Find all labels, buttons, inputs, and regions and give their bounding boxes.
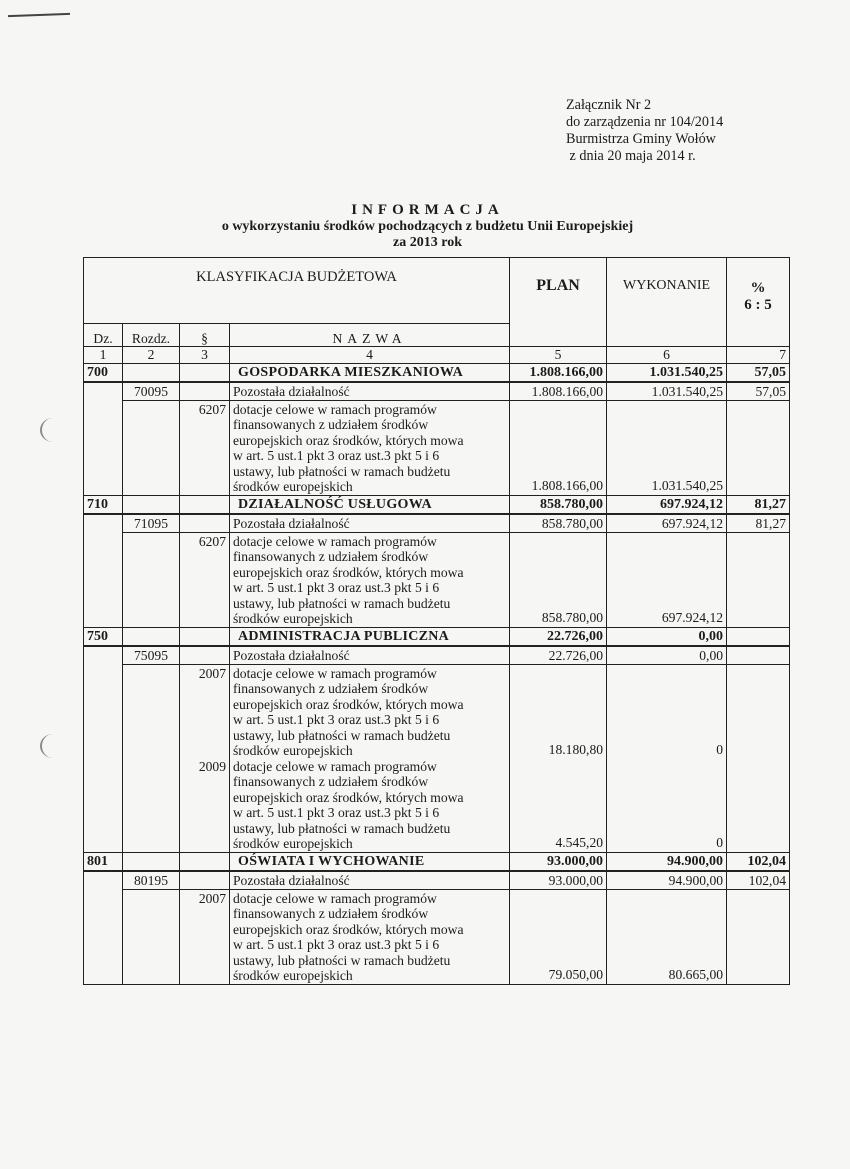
spacer-line <box>183 728 226 744</box>
description-line: dotacje celowe w ramach programów <box>233 758 437 774</box>
chapter-name: Pozostała działalność <box>230 382 510 401</box>
division-execution: 94.900,00 <box>607 852 727 871</box>
paragraph-plan: 1.808.166,00 <box>531 478 604 493</box>
spacer-line <box>610 533 723 549</box>
paragraph-execution: 0 <box>716 835 724 850</box>
col-number: 4 <box>230 347 510 364</box>
description-line: finansowanych z udziałem środków <box>233 774 429 789</box>
spacer-line <box>513 416 603 432</box>
empty-cell <box>123 889 180 984</box>
spacer-line <box>610 696 723 712</box>
division-percent: 81,27 <box>727 495 790 514</box>
paragraph-row <box>84 889 790 984</box>
spacer-line <box>610 711 723 727</box>
spacer-line <box>183 596 226 612</box>
empty-cell <box>123 400 180 495</box>
classification-header: KLASYFIKACJA BUDŻETOWA <box>84 258 510 324</box>
spacer-line <box>183 580 226 596</box>
spacer-line <box>183 821 226 837</box>
description-line: finansowanych z udziałem środków <box>233 549 429 564</box>
paragraph-plan-values <box>510 889 607 984</box>
spacer-line <box>183 906 226 922</box>
spacer-line <box>610 952 723 968</box>
paragraph-plan: 4.545,20 <box>555 835 604 850</box>
spacer-line <box>183 417 226 433</box>
spacer-line <box>610 804 723 820</box>
paragraph-code: 6207 <box>198 401 226 417</box>
paragraph-execution: 0 <box>716 742 724 757</box>
chapter-plan: 1.808.166,00 <box>510 382 607 401</box>
spacer-line <box>513 952 603 968</box>
spacer-line <box>183 549 226 565</box>
chapter-row <box>84 871 790 890</box>
division-row <box>84 852 790 871</box>
chapter-execution: 697.924,12 <box>607 514 727 533</box>
chapter-name: Pozostała działalność <box>230 514 510 533</box>
division-row <box>84 363 790 382</box>
empty-cell <box>180 514 230 533</box>
division-code: 710 <box>84 495 123 514</box>
division-plan: 22.726,00 <box>510 627 607 646</box>
description-line: w art. 5 ust.1 pkt 3 oraz ust.3 pkt 5 i 6 <box>233 580 440 595</box>
chapter-execution: 0,00 <box>607 646 727 665</box>
division-code: 801 <box>84 852 123 871</box>
empty-cell <box>180 363 230 382</box>
spacer-line <box>610 548 723 564</box>
spacer-line <box>610 432 723 448</box>
paragraph-code: 2007 <box>198 890 226 906</box>
description-line: dotacje celowe w ramach programów <box>233 533 437 549</box>
spacer-line <box>183 433 226 449</box>
division-row <box>84 627 790 646</box>
paragraph-execution-values <box>607 532 727 627</box>
division-execution: 697.924,12 <box>607 495 727 514</box>
paragraph-code: 6207 <box>198 533 226 549</box>
empty-cell <box>727 400 790 495</box>
empty-cell <box>84 514 123 628</box>
paragraph-execution-values <box>607 400 727 495</box>
spacer-line <box>183 743 226 759</box>
chapter-code: 80195 <box>123 871 180 890</box>
description-line: europejskich oraz środków, których mowa <box>233 921 464 937</box>
spacer-line <box>610 416 723 432</box>
empty-cell <box>180 627 230 646</box>
paragraph-codes <box>180 664 230 852</box>
chapter-code: 71095 <box>123 514 180 533</box>
empty-cell <box>727 889 790 984</box>
document-title-block <box>100 202 755 251</box>
description-line: w art. 5 ust.1 pkt 3 oraz ust.3 pkt 5 i 6 <box>233 712 440 727</box>
empty-cell <box>123 627 180 646</box>
empty-cell <box>123 664 180 852</box>
spacer-line <box>513 936 603 952</box>
spacer-line <box>183 790 226 806</box>
budget-table <box>83 257 790 985</box>
spacer-line <box>610 820 723 836</box>
empty-cell <box>123 495 180 514</box>
division-code: 750 <box>84 627 123 646</box>
division-execution: 0,00 <box>607 627 727 646</box>
annex-line: Burmistrza Gminy Wołów <box>566 131 716 147</box>
spacer-line <box>183 968 226 984</box>
description-line: europejskich oraz środków, których mowa <box>233 432 464 448</box>
paragraph-plan: 858.780,00 <box>541 610 604 625</box>
description-line: ustawy, lub płatności w ramach budżetu <box>233 820 451 836</box>
spacer-line <box>513 463 603 479</box>
division-percent: 102,04 <box>727 852 790 871</box>
spacer-line <box>513 820 603 836</box>
paragraph-row <box>84 664 790 852</box>
spacer-line <box>513 564 603 580</box>
description-line: ustawy, lub płatności w ramach budżetu <box>233 463 451 479</box>
empty-cell <box>123 852 180 871</box>
division-plan: 1.808.166,00 <box>510 363 607 382</box>
division-execution: 1.031.540,25 <box>607 363 727 382</box>
chapter-execution: 94.900,00 <box>607 871 727 890</box>
division-percent <box>727 627 790 646</box>
chapter-plan: 93.000,00 <box>510 871 607 890</box>
division-plan: 93.000,00 <box>510 852 607 871</box>
spacer-line <box>513 447 603 463</box>
spacer-line <box>610 463 723 479</box>
spacer-line <box>513 921 603 937</box>
paragraph-execution: 697.924,12 <box>661 610 724 625</box>
description-line: ustawy, lub płatności w ramach budżetu <box>233 595 451 611</box>
description-line: europejskich oraz środków, których mowa <box>233 696 464 712</box>
description-line: w art. 5 ust.1 pkt 3 oraz ust.3 pkt 5 i 6 <box>233 937 440 952</box>
division-name: GOSPODARKA MIESZKANIOWA <box>230 363 510 382</box>
spacer-line <box>183 836 226 852</box>
division-name: DZIAŁALNOŚĆ USŁUGOWA <box>230 495 510 514</box>
spacer-line <box>610 905 723 921</box>
spacer-line <box>610 773 723 789</box>
dz-header: Dz. <box>84 324 123 347</box>
spacer-line <box>513 548 603 564</box>
spacer-line <box>183 479 226 495</box>
description-line: dotacje celowe w ramach programów <box>233 890 437 906</box>
chapter-execution: 1.031.540,25 <box>607 382 727 401</box>
spacer-line <box>610 936 723 952</box>
spacer-line <box>513 789 603 805</box>
paragraph-row <box>84 532 790 627</box>
budget-table-body <box>84 258 790 985</box>
paragraph-header: § <box>180 324 230 347</box>
spacer-line <box>610 680 723 696</box>
paragraph-execution-values <box>607 664 727 852</box>
spacer-line <box>610 595 723 611</box>
col-number: 7 <box>727 347 790 364</box>
spacer-line <box>513 890 603 906</box>
spacer-line <box>183 805 226 821</box>
chapter-name: Pozostała działalność <box>230 646 510 665</box>
spacer-line <box>183 697 226 713</box>
header-row <box>84 258 790 324</box>
spacer-line <box>610 921 723 937</box>
division-code: 700 <box>84 363 123 382</box>
paragraph-code: 2009 <box>198 758 226 774</box>
punch-hole-mark <box>40 734 66 758</box>
paragraph-plan: 79.050,00 <box>548 967 604 982</box>
col-number: 2 <box>123 347 180 364</box>
paragraph-execution: 80.665,00 <box>668 967 724 982</box>
spacer-line <box>183 681 226 697</box>
spacer-line <box>610 401 723 417</box>
spacer-line <box>610 579 723 595</box>
description-line: ustawy, lub płatności w ramach budżetu <box>233 952 451 968</box>
empty-cell <box>84 871 123 985</box>
plan-header: PLAN <box>510 258 607 347</box>
col-number: 6 <box>607 347 727 364</box>
description-line: środków europejskich <box>233 836 353 851</box>
spacer-line <box>513 727 603 743</box>
spacer-line <box>183 937 226 953</box>
paragraph-descriptions <box>230 400 510 495</box>
empty-cell <box>727 532 790 627</box>
annex-line: Załącznik Nr 2 <box>566 97 652 113</box>
chapter-row <box>84 514 790 533</box>
spacer-line <box>610 727 723 743</box>
spacer-line <box>183 464 226 480</box>
chapter-row <box>84 646 790 665</box>
empty-cell <box>123 363 180 382</box>
description-line: finansowanych z udziałem środków <box>233 417 429 432</box>
col-number: 3 <box>180 347 230 364</box>
percent-sign: % <box>750 280 766 296</box>
chapter-row <box>84 382 790 401</box>
spacer-line <box>183 611 226 627</box>
rozdz-header: Rozdz. <box>123 324 180 347</box>
empty-cell <box>84 382 123 496</box>
spacer-line <box>513 804 603 820</box>
division-percent: 57,05 <box>727 363 790 382</box>
spacer-line <box>183 953 226 969</box>
paragraph-codes <box>180 532 230 627</box>
paragraph-plan: 18.180,80 <box>548 742 604 757</box>
paragraph-codes <box>180 889 230 984</box>
percent-ratio: 6 : 5 <box>744 297 772 313</box>
empty-cell <box>84 646 123 853</box>
col-number: 5 <box>510 347 607 364</box>
empty-cell <box>180 382 230 401</box>
empty-cell <box>123 532 180 627</box>
paragraph-descriptions <box>230 664 510 852</box>
empty-cell <box>180 495 230 514</box>
division-plan: 858.780,00 <box>510 495 607 514</box>
percent-header <box>727 258 790 347</box>
spacer-line <box>610 447 723 463</box>
spacer-line <box>513 401 603 417</box>
spacer-line <box>610 789 723 805</box>
description-line: środków europejskich <box>233 479 353 494</box>
description-line: europejskich oraz środków, których mowa <box>233 564 464 580</box>
spacer-line <box>183 565 226 581</box>
chapter-plan: 22.726,00 <box>510 646 607 665</box>
spacer-line <box>513 533 603 549</box>
paragraph-plan-values <box>510 400 607 495</box>
annex-line: z dnia 20 maja 2014 r. <box>566 148 696 164</box>
description-line: środków europejskich <box>233 611 353 626</box>
spacer-line <box>513 711 603 727</box>
paragraph-codes <box>180 400 230 495</box>
spacer-line <box>513 665 603 681</box>
spacer-line <box>513 758 603 774</box>
paragraph-plan-values <box>510 532 607 627</box>
spacer-line <box>513 680 603 696</box>
spacer-line <box>183 774 226 790</box>
division-name: OŚWIATA I WYCHOWANIE <box>230 852 510 871</box>
document-subtitle: o wykorzystaniu środków pochodzących z budżetu Unii Europejskiej <box>221 219 634 234</box>
chapter-code: 75095 <box>123 646 180 665</box>
paragraph-row <box>84 400 790 495</box>
paragraph-code: 2007 <box>198 665 226 681</box>
chapter-name: Pozostała działalność <box>230 871 510 890</box>
spacer-line <box>513 579 603 595</box>
punch-hole-mark <box>40 418 66 442</box>
spacer-line <box>513 432 603 448</box>
column-number-row <box>84 347 790 364</box>
paragraph-descriptions <box>230 889 510 984</box>
spacer-line <box>610 758 723 774</box>
chapter-code: 70095 <box>123 382 180 401</box>
spacer-line <box>183 922 226 938</box>
document-heading: INFORMACJA <box>351 202 504 218</box>
chapter-percent: 102,04 <box>727 871 790 890</box>
chapter-percent: 81,27 <box>727 514 790 533</box>
description-line: dotacje celowe w ramach programów <box>233 401 437 417</box>
document-period: za 2013 rok <box>393 235 462 250</box>
empty-cell <box>180 871 230 890</box>
description-line: dotacje celowe w ramach programów <box>233 665 437 681</box>
empty-cell <box>727 664 790 852</box>
description-line: finansowanych z udziałem środków <box>233 681 429 696</box>
name-header: NAZWA <box>230 324 510 347</box>
spacer-line <box>183 448 226 464</box>
spacer-line <box>513 696 603 712</box>
division-row <box>84 495 790 514</box>
chapter-percent <box>727 646 790 665</box>
scan-edge-mark <box>8 13 70 17</box>
description-line: w art. 5 ust.1 pkt 3 oraz ust.3 pkt 5 i 6 <box>233 448 440 463</box>
paragraph-plan-values <box>510 664 607 852</box>
chapter-percent: 57,05 <box>727 382 790 401</box>
execution-header: WYKONANIE <box>607 258 727 347</box>
description-line: w art. 5 ust.1 pkt 3 oraz ust.3 pkt 5 i 6 <box>233 805 440 820</box>
division-name: ADMINISTRACJA PUBLICZNA <box>230 627 510 646</box>
empty-cell <box>180 852 230 871</box>
description-line: środków europejskich <box>233 743 353 758</box>
annex-note <box>566 97 723 165</box>
spacer-line <box>183 712 226 728</box>
paragraph-descriptions <box>230 532 510 627</box>
description-line: ustawy, lub płatności w ramach budżetu <box>233 727 451 743</box>
paragraph-execution-values <box>607 889 727 984</box>
description-line: europejskich oraz środków, których mowa <box>233 789 464 805</box>
empty-cell <box>180 646 230 665</box>
annex-line: do zarządzenia nr 104/2014 <box>566 114 724 130</box>
spacer-line <box>610 665 723 681</box>
description-line: środków europejskich <box>233 968 353 983</box>
spacer-line <box>513 773 603 789</box>
spacer-line <box>513 595 603 611</box>
spacer-line <box>513 905 603 921</box>
paragraph-execution: 1.031.540,25 <box>651 478 724 493</box>
spacer-line <box>610 564 723 580</box>
chapter-plan: 858.780,00 <box>510 514 607 533</box>
col-number: 1 <box>84 347 123 364</box>
description-line: finansowanych z udziałem środków <box>233 906 429 921</box>
spacer-line <box>610 890 723 906</box>
